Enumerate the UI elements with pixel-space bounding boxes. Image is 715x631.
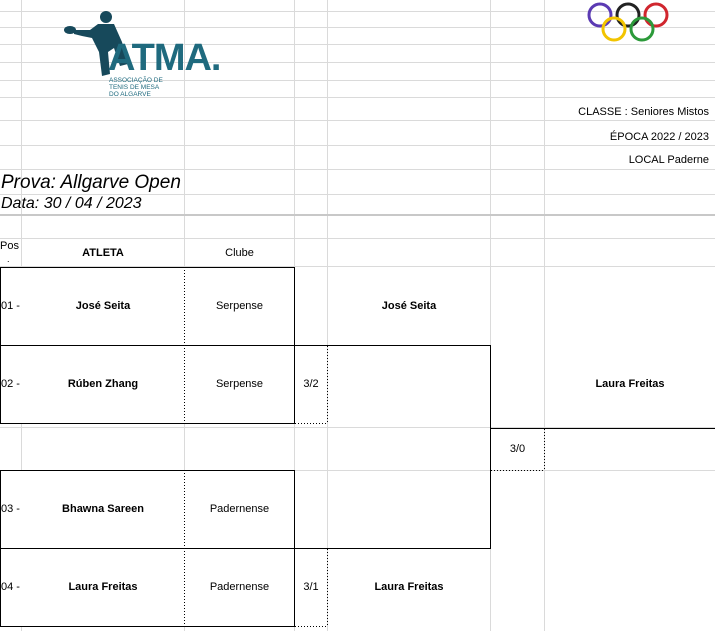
semi2-score: 3/1 xyxy=(303,581,319,593)
local-label: LOCAL Paderne xyxy=(628,154,709,166)
entry-name: Laura Freitas xyxy=(68,581,138,593)
final-winner: Laura Freitas xyxy=(595,378,665,390)
atma-logo xyxy=(62,8,237,103)
entry-club: Serpense xyxy=(215,378,264,390)
logo-line-3: DO ALGARVE xyxy=(109,91,151,98)
classe-label: CLASSE : Seniores Mistos xyxy=(578,106,709,118)
semi2-winner: Laura Freitas xyxy=(374,581,444,593)
logo-line-1: ASSOCIAÇÃO DE xyxy=(109,77,163,84)
prova-title: Prova: Allgarve Open xyxy=(1,172,181,193)
epoca-label: ÉPOCA 2022 / 2023 xyxy=(609,131,709,143)
semi1-winner: José Seita xyxy=(381,300,437,312)
final-score: 3/0 xyxy=(509,443,526,455)
clube-header: Clube xyxy=(225,247,254,259)
atleta-header: ATLETA xyxy=(82,247,124,259)
entry-club: Padernense xyxy=(209,503,270,515)
data-label: Data: 30 / 04 / 2023 xyxy=(1,195,142,212)
entry-pos: 02 - xyxy=(1,378,20,390)
semi1-score: 3/2 xyxy=(303,378,319,390)
pos-header: Pos xyxy=(0,240,19,252)
entry-pos: 03 - xyxy=(1,503,20,515)
logo-tagline xyxy=(109,77,163,98)
entry-name: Rúben Zhang xyxy=(67,378,139,390)
entry-club: Padernense xyxy=(209,581,270,593)
olympic-rings-icon xyxy=(585,2,671,44)
entry-pos: 04 - xyxy=(1,581,20,593)
entry-pos: 01 - xyxy=(1,300,20,312)
logo-line-2: TENIS DE MESA xyxy=(109,84,160,91)
logo-brand: ATMA. xyxy=(108,37,221,79)
entry-name: Bhawna Sareen xyxy=(62,503,144,515)
entry-name: José Seita xyxy=(75,300,131,312)
pos-header-dot: . xyxy=(7,254,10,264)
entry-club: Serpense xyxy=(215,300,264,312)
